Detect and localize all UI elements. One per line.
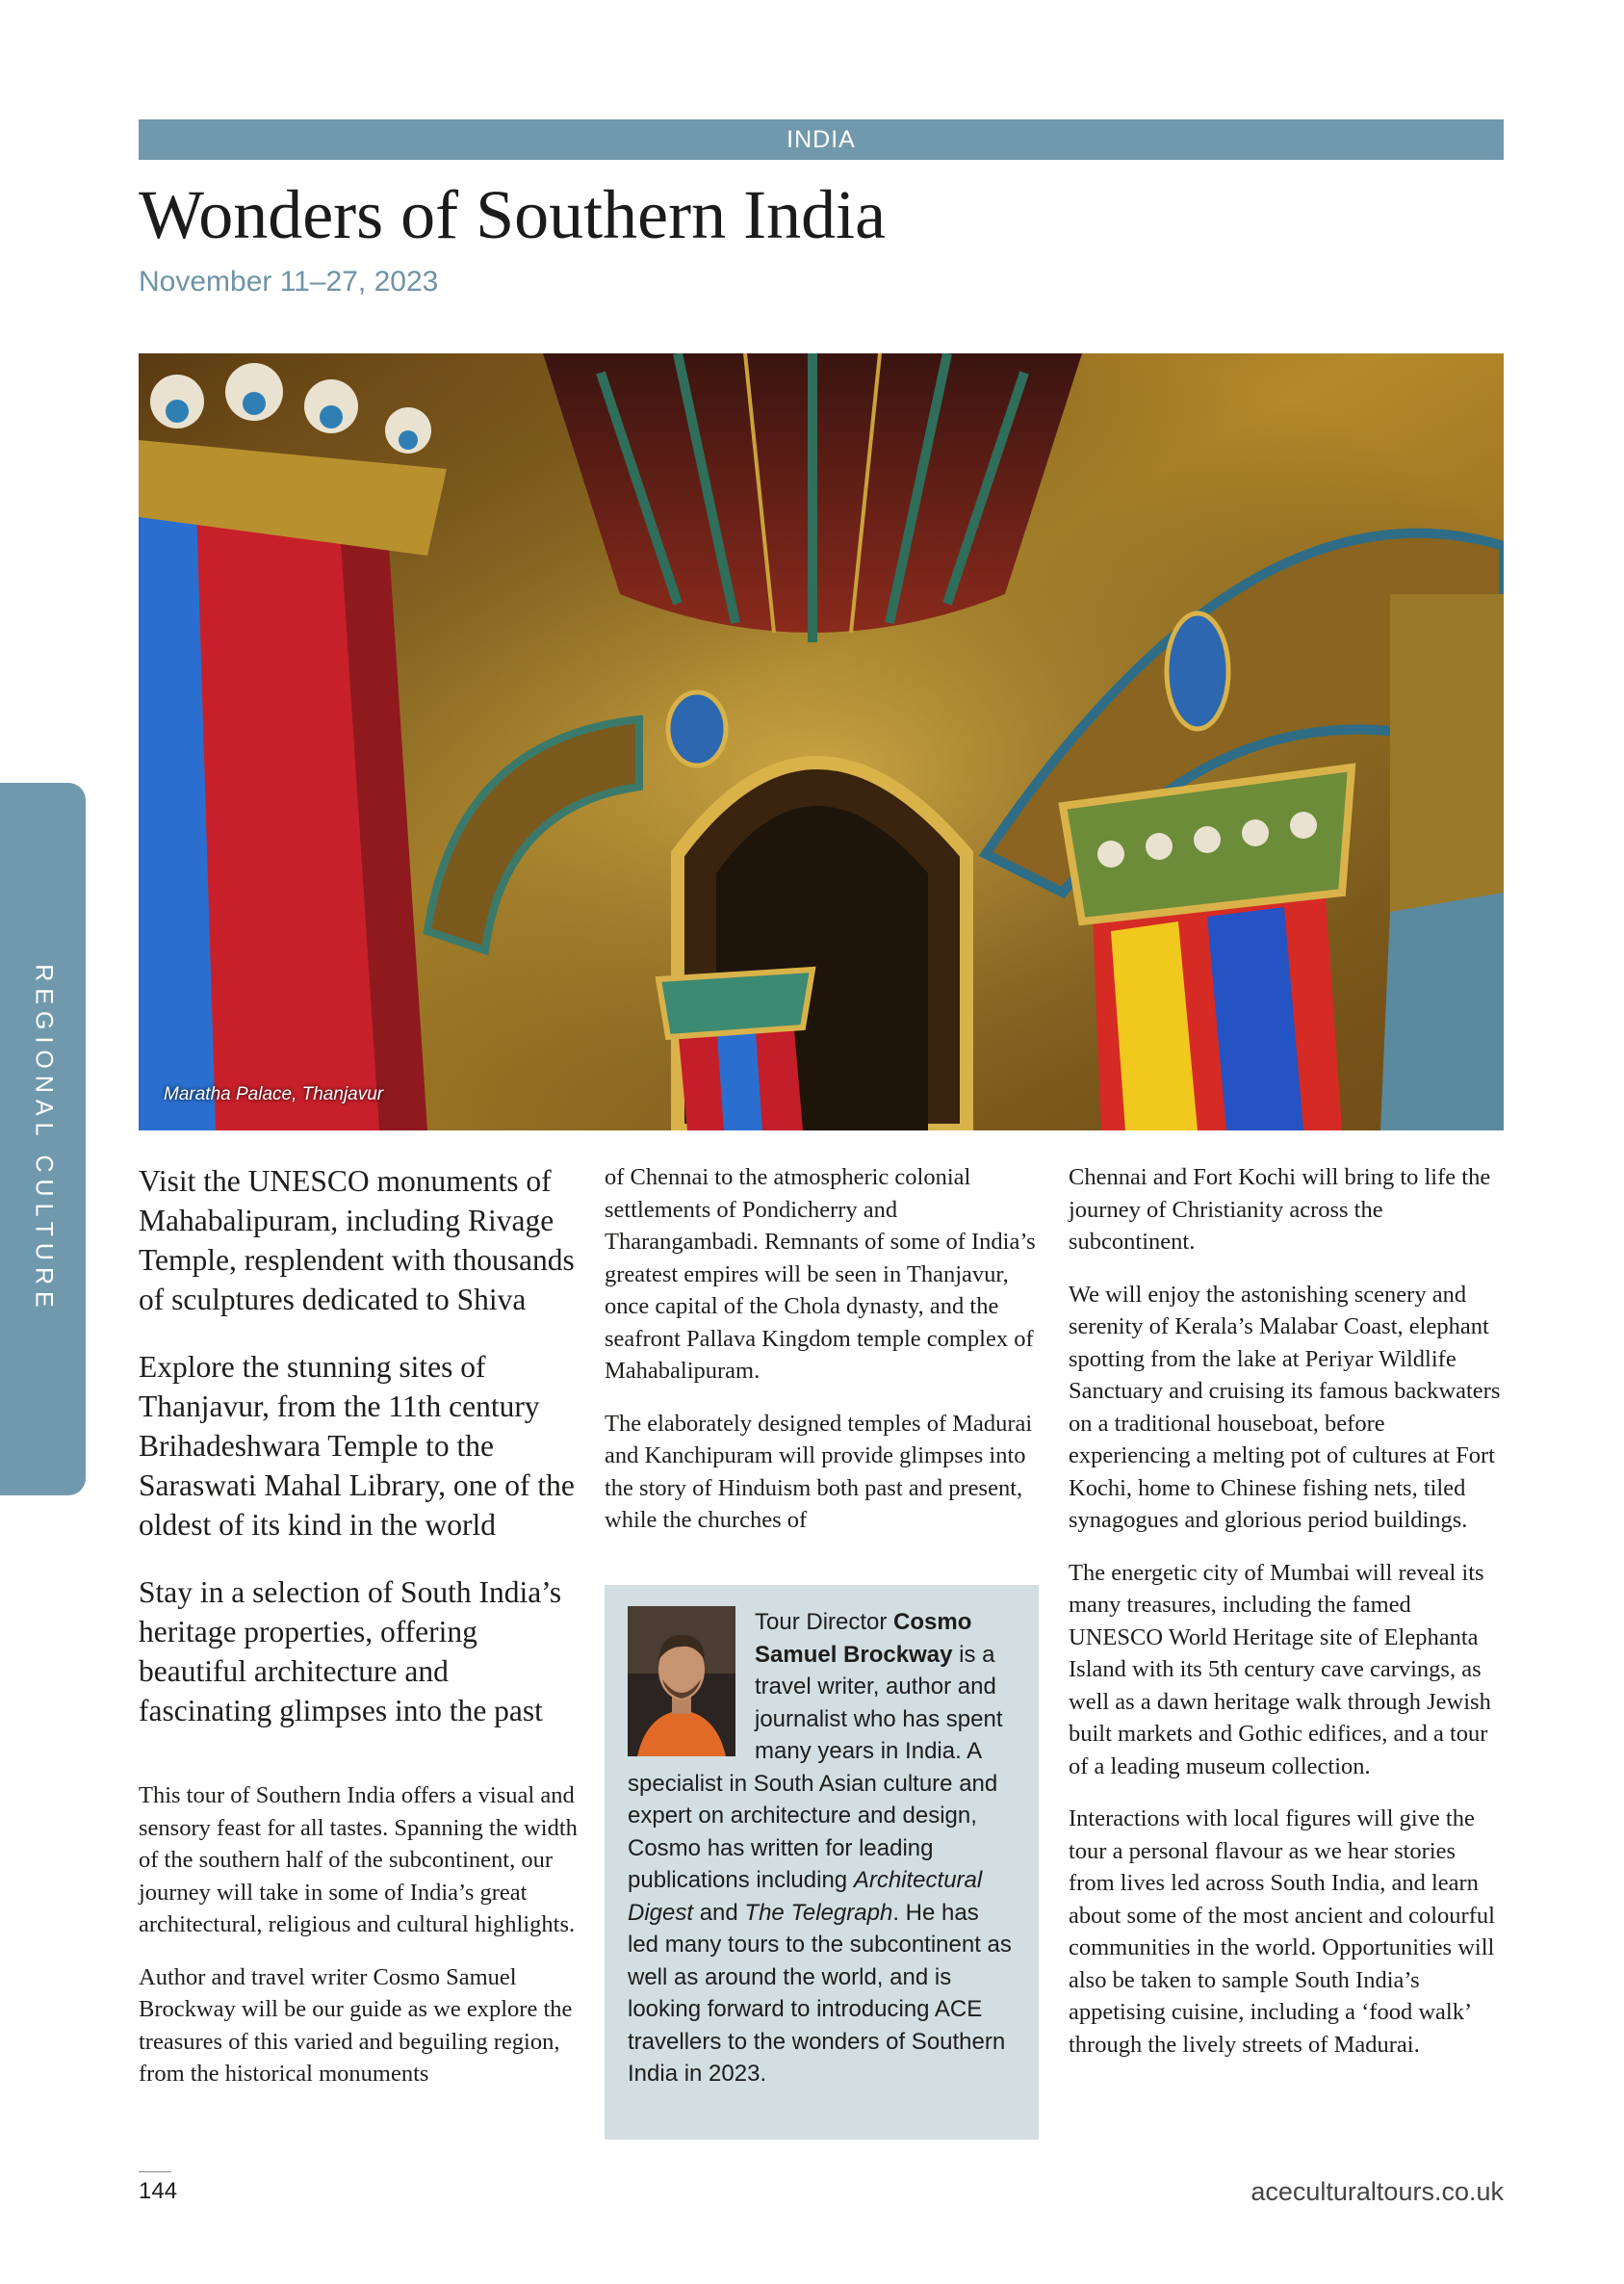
column-1-body bbox=[139, 1779, 581, 2090]
column-2 bbox=[605, 1161, 1043, 1557]
tour-director-bio bbox=[605, 1585, 1039, 2140]
body-paragraph: This tour of Southern India offers a visual and sensory feast for all tastes. Spanning the width of the southern half of the subcontinent, our journey will take in some of India’s great architectural, religious and cultural highlights. bbox=[139, 1782, 578, 1937]
column-3 bbox=[1069, 1161, 1504, 2081]
body-paragraph: Interactions with local figures will give the tour a personal flavour as we hear stories from lives led across South India, and learn about some of the most ancient and colourful communities in the world. Opportunities will also be taken to sample South India’s appetising cuisine, including a ‘food walk’ through the lively streets of Madurai. bbox=[1069, 1805, 1495, 2058]
section-banner: INDIA bbox=[139, 119, 1504, 160]
side-tab-label: REGIONAL CULTURE bbox=[30, 964, 57, 1314]
page-number: 144 bbox=[139, 2178, 178, 2204]
page-number-rule bbox=[139, 2171, 171, 2172]
body-paragraph: The elaborately designed temples of Madurai and Kanchipuram will provide glimpses into the story of Hinduism both past and present, while the churches of bbox=[605, 1410, 1033, 1533]
bio-conjunction: and bbox=[693, 1899, 745, 1926]
page-title: Wonders of Southern India bbox=[139, 176, 887, 253]
highlight: Explore the stunning sites of Thanjavur, from the 11th century Brihadeshwara Temple to the Saraswati Mahal Library, one of the oldest of its kind in the world bbox=[139, 1350, 575, 1542]
body-paragraph: Chennai and Fort Kochi will bring to life the journey of Christianity across the subcontinent. bbox=[1069, 1164, 1491, 1255]
body-paragraph: of Chennai to the atmospheric colonial settlements of Pondicherry and Tharangambadi. Remnants of some of India’s greatest empires will be seen in Thanjavur, once capital of the Chola dynasty, and the seafront Pallava Kingdom temple complex of Mahabalipuram. bbox=[605, 1164, 1036, 1384]
column-1 bbox=[139, 1161, 581, 2111]
highlight: Visit the UNESCO monuments of Mahabalipuram, including Rivage Temple, resplendent with thousands of sculptures dedicated to Shiva bbox=[139, 1164, 575, 1316]
palace-interior-illustration bbox=[139, 353, 1504, 1130]
photo-caption: Maratha Palace, Thanjavur bbox=[164, 1084, 384, 1104]
section-side-tab bbox=[0, 783, 86, 1495]
bio-text: . He has led many tours to the subcontinent as well as around the world, and is looking forward to introducing ACE travellers to the wonders of Southern India in 2023. bbox=[628, 1899, 1012, 2087]
publication-name: The Telegraph bbox=[744, 1899, 893, 1926]
website-link[interactable]: aceculturaltours.co.uk bbox=[1250, 2177, 1504, 2206]
body-paragraph: The energetic city of Mumbai will reveal its many treasures, including the famed UNESCO World Heritage site of Elephanta Island with its 5th century cave carvings, as well as a dawn heritage walk through Jewish built markets and Gothic edifices, and a tour of a leading museum collection. bbox=[1069, 1559, 1491, 1779]
bio-lead: Tour Director bbox=[755, 1609, 894, 1635]
body-paragraph: We will enjoy the astonishing scenery and serenity of Kerala’s Malabar Coast, elephant spotting from the lake at Periyar Wildlife Sanctuary and cruising its famous backwaters on a traditional houseboat, before experiencing a melting pot of cultures at Fort Kochi, home to Chinese fishing nets, tiled synagogues and glorious period buildings. bbox=[1069, 1281, 1501, 1533]
hero-photo bbox=[139, 353, 1504, 1130]
bio-name: Cosmo Samuel Brockway bbox=[755, 1609, 972, 1668]
body-paragraph: Author and travel writer Cosmo Samuel Brockway will be our guide as we explore the treasures of this varied and beguiling region, from the historical monuments bbox=[139, 1963, 573, 2087]
bio-text: is a travel writer, author and journalist who has spent many years in India. A specialist in South Asian culture and expert on architecture and design, Cosmo has written for leading publications including bbox=[628, 1641, 1003, 1893]
tour-dates: November 11–27, 2023 bbox=[139, 266, 439, 298]
highlight: Stay in a selection of South India’s heritage properties, offering beautiful architecture and fascinating glimpses into the past bbox=[139, 1575, 562, 1727]
tour-director-portrait bbox=[628, 1606, 735, 1756]
publication-name: Architectural Digest bbox=[628, 1867, 983, 1926]
portrait-illustration bbox=[628, 1606, 735, 1756]
